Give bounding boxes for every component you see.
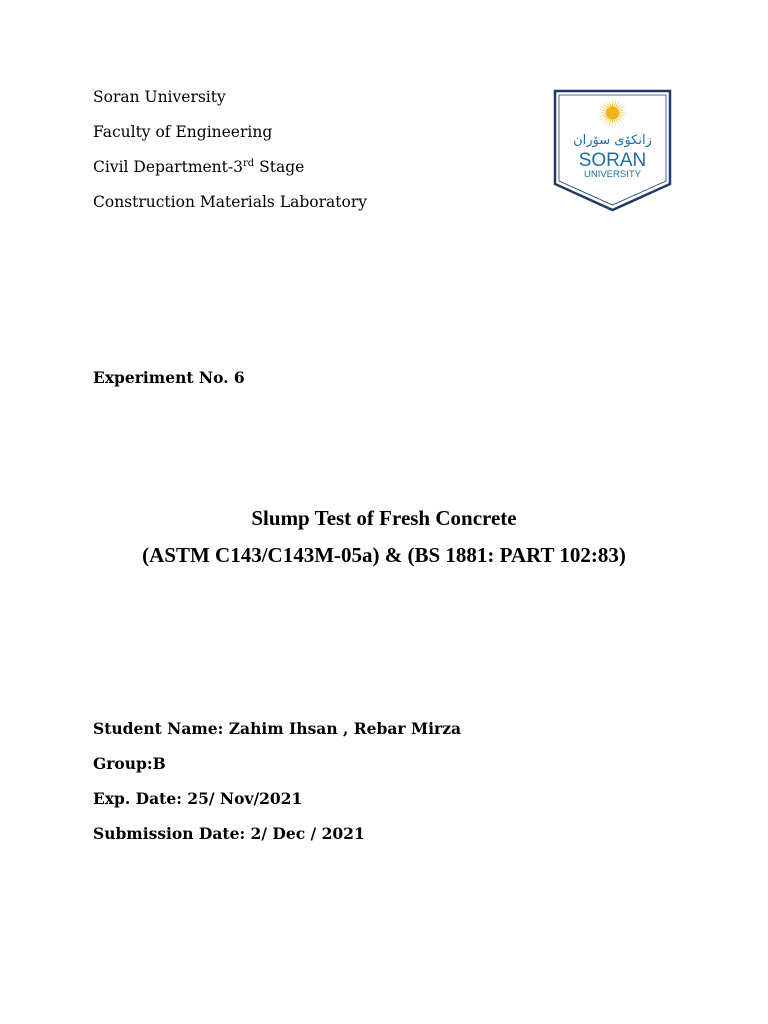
logo-university-text: UNIVERSITY <box>583 169 642 180</box>
university-name: Soran University <box>93 88 226 106</box>
experiment-number: Experiment No. 6 <box>93 368 245 387</box>
department-stage <box>93 157 304 177</box>
faculty-name: Faculty of Engineering <box>93 123 273 141</box>
department-prefix: Civil Department-3 <box>93 158 243 176</box>
sun-icon <box>598 98 628 128</box>
experiment-date: Exp. Date: 25/ Nov/2021 <box>93 789 303 808</box>
document-subtitle: (ASTM C143/C143M-05a) & (BS 1881: PART 102:83) <box>142 543 626 567</box>
student-name: Student Name: Zahim Ihsan , Rebar Mirza <box>93 719 462 738</box>
sun-core <box>606 107 619 120</box>
group: Group:B <box>93 754 166 773</box>
department-ordinal-suffix: rd <box>243 158 255 169</box>
laboratory-name: Construction Materials Laboratory <box>93 193 367 211</box>
soran-university-logo <box>553 89 672 212</box>
logo-arabic-text: زانکۆی سۆران <box>573 133 652 148</box>
document-title: Slump Test of Fresh Concrete <box>251 506 517 530</box>
department-suffix: Stage <box>254 158 305 176</box>
logo-soran-text: SORAN <box>578 150 647 171</box>
submission-date: Submission Date: 2/ Dec / 2021 <box>93 824 365 843</box>
